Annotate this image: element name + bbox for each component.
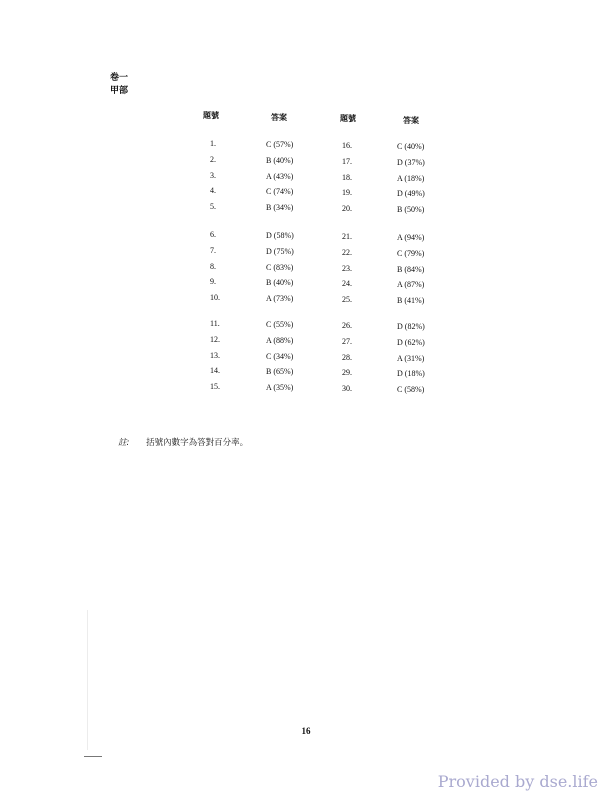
question-number: 2.	[210, 154, 216, 164]
question-number: 23.	[342, 263, 352, 273]
answer-value: B (84%)	[397, 264, 425, 274]
footnote-text: 括號內數字為答對百分率。	[146, 438, 249, 448]
question-number: 24.	[342, 279, 352, 289]
scan-margin-mark	[87, 610, 88, 750]
question-number: 9.	[210, 277, 216, 287]
question-number: 26.	[342, 321, 352, 330]
question-number: 3.	[210, 170, 216, 180]
question-number: 20.	[342, 204, 352, 214]
paper-label: 卷一	[110, 73, 129, 83]
answer-value: B (65%)	[266, 367, 294, 377]
answer-value: B (50%)	[397, 205, 425, 215]
question-number: 4.	[210, 186, 216, 196]
answer-value: B (34%)	[266, 203, 294, 213]
answer-value: A (31%)	[397, 353, 425, 363]
answer-value: D (37%)	[397, 157, 425, 167]
header-answer-left: 答案	[271, 113, 287, 122]
answer-value: C (83%)	[266, 262, 294, 272]
answer-value: D (75%)	[266, 246, 294, 256]
answer-value: C (55%)	[266, 320, 294, 329]
margin-rule	[84, 756, 102, 757]
answer-value: C (57%)	[266, 140, 294, 149]
question-number: 22.	[342, 247, 352, 257]
answer-value: A (43%)	[266, 171, 294, 181]
question-number: 12.	[210, 334, 220, 344]
answer-value: B (41%)	[397, 296, 425, 306]
question-number: 14.	[210, 366, 220, 376]
answer-value: A (73%)	[266, 294, 294, 304]
watermark-text: Provided by dse.life	[437, 772, 598, 791]
answer-value: D (49%)	[397, 189, 425, 199]
question-number: 19.	[342, 188, 352, 198]
answer-value: D (18%)	[397, 369, 425, 379]
question-number: 16.	[342, 141, 352, 150]
answer-value: A (18%)	[397, 173, 425, 183]
answer-value: D (62%)	[397, 337, 425, 347]
question-number: 25.	[342, 295, 352, 305]
question-number: 7.	[210, 245, 216, 255]
question-number: 10.	[210, 293, 220, 303]
question-number: 13.	[210, 350, 220, 360]
question-number: 30.	[342, 384, 352, 394]
question-number: 29.	[342, 368, 352, 378]
question-number: 17.	[342, 156, 352, 166]
question-number: 15.	[210, 382, 220, 392]
answer-value: C (40%)	[397, 142, 425, 151]
footnote-label: 註:	[118, 438, 130, 448]
question-number: 8.	[210, 261, 216, 271]
answer-value: C (79%)	[397, 248, 425, 258]
header-question-number-left: 題號	[203, 111, 219, 120]
answer-value: C (58%)	[397, 385, 425, 395]
question-number: 28.	[342, 352, 352, 362]
answer-value: A (94%)	[397, 233, 425, 242]
question-number: 1.	[210, 139, 216, 148]
question-number: 18.	[342, 172, 352, 182]
question-number: 11.	[210, 319, 220, 328]
answer-value: D (82%)	[397, 322, 425, 331]
footnote	[118, 436, 248, 448]
answer-value: A (88%)	[266, 335, 294, 345]
answer-value: B (40%)	[266, 155, 294, 165]
question-number: 5.	[210, 202, 216, 212]
page-header	[110, 72, 128, 98]
question-number: 21.	[342, 232, 352, 241]
answer-value: A (87%)	[397, 280, 425, 290]
answer-value: C (74%)	[266, 187, 294, 197]
header-answer-right: 答案	[403, 116, 419, 125]
question-number: 27.	[342, 336, 352, 346]
page-number: 16	[301, 726, 311, 736]
answer-value: B (40%)	[266, 278, 294, 288]
section-label: 甲部	[110, 86, 129, 96]
answer-value: D (58%)	[266, 231, 294, 240]
question-number: 6.	[210, 230, 216, 239]
answer-value: C (34%)	[266, 351, 294, 361]
answer-value: A (35%)	[266, 383, 294, 393]
header-question-number-right: 題號	[340, 114, 356, 123]
